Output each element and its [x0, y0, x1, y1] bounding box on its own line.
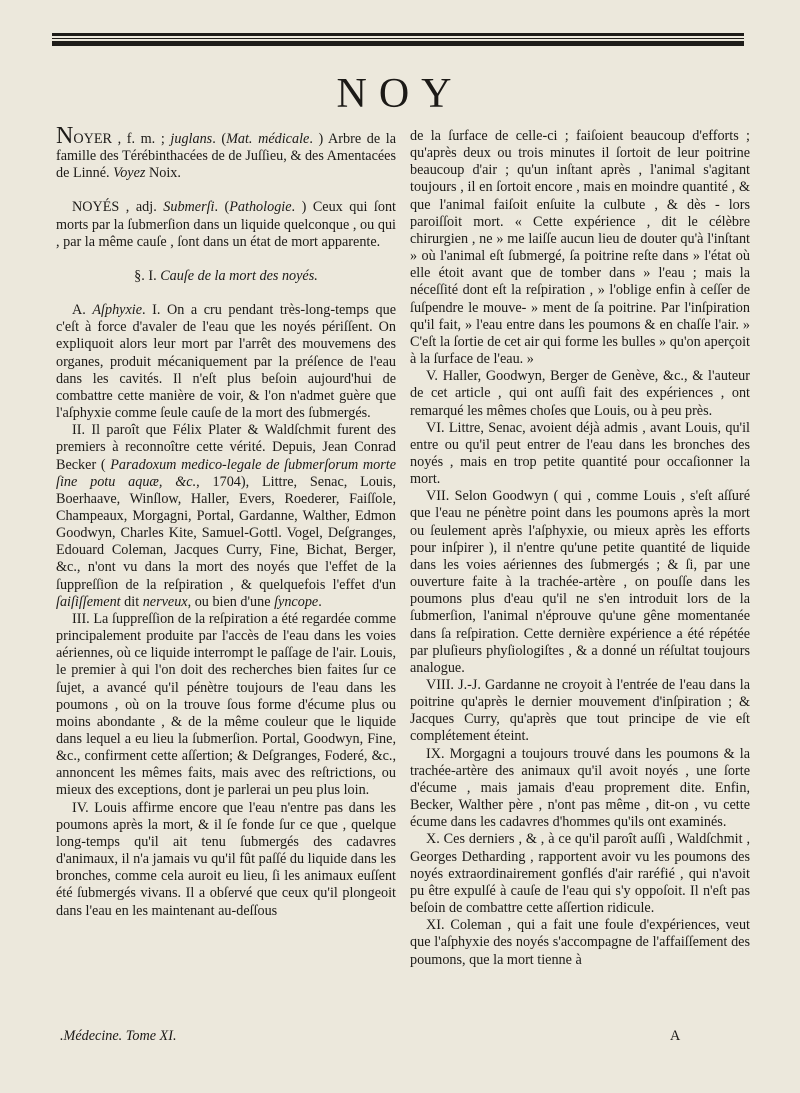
- text-run: II. Il paroît que Félix Plater & Waldſchmit furent des premiers à reconnoître cette vérité. Depuis, Jean Conrad Becker (: [56, 422, 396, 473]
- top-rule: [52, 33, 744, 36]
- text-run: N: [56, 123, 74, 149]
- right-paragraph: [410, 420, 750, 489]
- text-run: . (: [214, 199, 230, 216]
- text-run: , ou bien d'une: [187, 593, 275, 610]
- text-run: . (: [212, 131, 227, 147]
- right-paragraph: [410, 831, 750, 917]
- page-footer: [60, 1028, 700, 1045]
- right-paragraph: [410, 677, 750, 746]
- right-paragraph: [410, 128, 750, 368]
- running-footer-title: .Médecine. Tome XI.: [60, 1028, 177, 1044]
- italic-run: Aſphyxie: [92, 302, 143, 319]
- text-run: . ) Arbre de la famille des Térébinthacées de de Juſſieu, & des Amentacées de Linné.: [56, 131, 396, 182]
- italic-run: nerveux: [142, 593, 188, 610]
- italic-run: Cauſe de la mort des noyés.: [160, 267, 318, 284]
- left-column: [56, 123, 397, 920]
- running-head: NOY: [336, 71, 464, 117]
- left-paragraph: [56, 199, 396, 250]
- left-paragraph: [56, 302, 396, 422]
- left-paragraph: [56, 268, 396, 285]
- left-paragraph: [56, 800, 396, 920]
- right-paragraph: [410, 746, 750, 832]
- italic-run: ſaiſiſſement: [56, 593, 121, 610]
- text-run: §. I.: [134, 267, 161, 284]
- text-run: .: [318, 593, 322, 610]
- right-column: [410, 128, 750, 969]
- left-paragraph: [56, 123, 396, 182]
- signature-mark: A: [670, 1028, 681, 1044]
- text-run: dit: [120, 593, 143, 610]
- text-run: X. Ces derniers , & , à ce qu'il paroît auſſi , Waldſchmit , Georges Detharding , rapportent avoir vu les poumons des noyés extraordinairement gonflés d'air raréfié , qui n'avoit pu être expulſé à cauſe de l'eau qui s'y oppoſoit. Il n'eſt pas beſoin de combattre cette aſſertion ridicule.: [410, 831, 750, 917]
- right-paragraph: [410, 368, 750, 419]
- left-paragraph: [56, 611, 396, 800]
- left-paragraph: [56, 422, 396, 611]
- text-run: VII. Selon Goodwyn ( qui , comme Louis , s'eſt aſſuré que l'eau ne pénètre point dans les poumons après la mort ou ſeulement après l'aſphyxie, ou mieux après les efforts pour inſpirer ), il n'entre qu'une petite quantité de liquide dans les voies aériennes des ſubmergés ; & ſi, par une ouverture faite à la trachée-artère , on pouſſe dans les poumons plus d'eau qu'il ne s'en introduit lors de la ſubmerſion, l'animal n'éprouve qu'une gêne momentanée dans ſa reſpiration. Cette dernière expérience a été répétée par pluſieurs phyſiologiſtes , & a donné un réſultat toujours analogue.: [410, 488, 750, 676]
- text-run: IV. Louis affirme encore que l'eau n'entre pas dans les poumons après la mort, & il ſe fonde ſur ce que , quelque long-temps qu'il ait tenu ſubmergés des cadavres d'animaux, il n'a jamais vu qu'il fût paſſé du liquide dans les bronches, comme cela auroit eu lieu, ſi les animaux euſſent été ſubmergés vivans. Il a obſervé que ceux qu'il plongeoit dans l'eau en les maintenant au-deſſous: [56, 799, 396, 919]
- italic-run: Submerſi: [163, 199, 215, 216]
- text-run: IX. Morgagni a toujours trouvé dans les poumons & la trachée-artère des animaux qu'il avoit noyés , une ſorte d'écume , mais jamais d'eau proprement dite. Enfin, Becker, Walther père , n'ont pas même , dit-on , vu cette écume dans les cadavres d'hommes qu'ils ont examinés.: [410, 745, 750, 831]
- text-run: , 1704), Littre, Senac, Louis, Boerhaave, Winſlow, Haller, Evers, Roederer, Faiſſole, Champeaux, Morgagni, Portal, Gardanne, Walther, Edmon Goodwyn, Charles Kite, Samuel-Gottl. Vogel, Deſgranges, Edouard Coleman, Jacques Curry, Fine, Bichat, Berger, &c., n'ont vu dans la mort des noyés que l'effet de la ſuppreſſion de la reſpiration , & quelquefois l'effet d'un: [56, 473, 396, 593]
- italic-run: Voyez: [113, 165, 146, 182]
- text-run: V. Haller, Goodwyn, Berger de Genève, &c., & l'auteur de cet article , qui ont auſſi fait des expériences , ont remarqué les mêmes choſes que Louis, ou à peu près.: [410, 368, 750, 419]
- top-rule-thick: [52, 41, 744, 46]
- top-rule-thin: [52, 38, 744, 39]
- text-run: XI. Coleman , qui a fait une foule d'expériences, veut que l'aſphyxie des noyés s'accompagne de l'affaiſſement des poumons, que la mort tienne à: [410, 917, 750, 968]
- text-run: . ) Ceux qui ſont morts par la ſubmerſion dans un liquide quelconque , ou qui , par la même cauſe , ſont dans un état de mort apparente.: [56, 199, 396, 250]
- text-run: VI. Littre, Senac, avoient déjà admis , avant Louis, qu'il entre ou qu'il peut entrer de l'eau dans les bronches des noyés , mais en trop petite quantité pour occaſionner la mort.: [410, 419, 750, 488]
- italic-run: juglans: [170, 131, 213, 147]
- right-paragraph: [410, 917, 750, 968]
- text-run: OYER , f. m. ;: [73, 131, 171, 147]
- text-run: VIII. J.-J. Gardanne ne croyoit à l'entrée de l'eau dans la poitrine qu'après le dernier mouvement d'inſpiration ; & Jacques Curry, qu'après que tout principe de vie eſt complétement éteint.: [410, 677, 750, 745]
- right-paragraph: [410, 488, 750, 677]
- text-run: de la ſurface de celle-ci ; faiſoient beaucoup d'efforts ; qu'après deux ou trois minutes il ſortoit de leur poitrine beaucoup d'air ; qu'un inſtant après , l'animal s'agitant toujours , il en ſortoit encore , mais en moindre quantité , & que l'animal faiſoit enſuite la culbute , & dès - lors paroiſſoit mort. « Cette expérience , dit le célèbre chirurgien , ne » me laiſſe aucun lieu de douter qu'à l'inſtant » où l'animal eſt ſubmergé, ſa poitrine reſte dans » l'état où elle étoit avant que de tomber dans » l'eau ; mais la néceſſité dont eſt la reſpiration , » l'oblige enfin à ceſſer de ſuſpendre le mouve- » ment de ſa poitrine. Par l'inſpiration qu'il fait, » l'eau entre dans les poumons & en chaſſe l'air. » C'eſt la ſortie de cet air qui forme les bulles » qu'on aperçoit à la ſurface de l'eau. »: [410, 128, 750, 368]
- text-run: . I. On a cru pendant très-long-temps que c'eſt à force d'avaler de l'eau que les noyés périſſent. On expliquoit alors leur mort par l'arrêt des mouvemens des organes, produit mécaniquement par la préſence de l'eau dans les cavités. Il n'eſt plus beſoin aujourd'hui de combattre cette manière de voir, & l'on n'admet guère que l'aſphyxie comme ſeule cauſe de la mort des ſubmergés.: [56, 302, 397, 422]
- italic-run: ſyncope: [274, 593, 319, 610]
- italic-run: Mat. médicale: [226, 131, 310, 147]
- italic-run: Pathologie: [229, 199, 292, 216]
- text-run: NOYÉS , adj.: [72, 199, 164, 216]
- italic-run: Paradoxum medico-legale de ſubmerſorum morte ſine potu aquæ, &c.: [56, 456, 396, 490]
- text-run: A.: [72, 302, 93, 319]
- text-run: Noix.: [145, 165, 181, 182]
- text-run: III. La ſuppreſſion de la reſpiration a été regardée comme principalement produite par l'accès de l'eau dans les voies aériennes, où ce liquide interrompt le paſſage de l'air. Louis, le premier à qui l'on doit des recherches bien faites ſur ce ſujet, a avancé qu'il pénètre toujours de l'eau dans les poumons , où on la trouve ſous forme d'écume plus ou moins abondante , & de la même couleur que le liquide dans lequel a eu lieu la ſubmerſion. Portal, Goodwyn, Fine, &c., confirment cette aſſertion; & Deſgranges, Foderé, &c., annoncent les mêmes faits, mais avec des reſtrictions, ou mieux des exceptions, dont je parlerai un peu plus loin.: [56, 610, 396, 799]
